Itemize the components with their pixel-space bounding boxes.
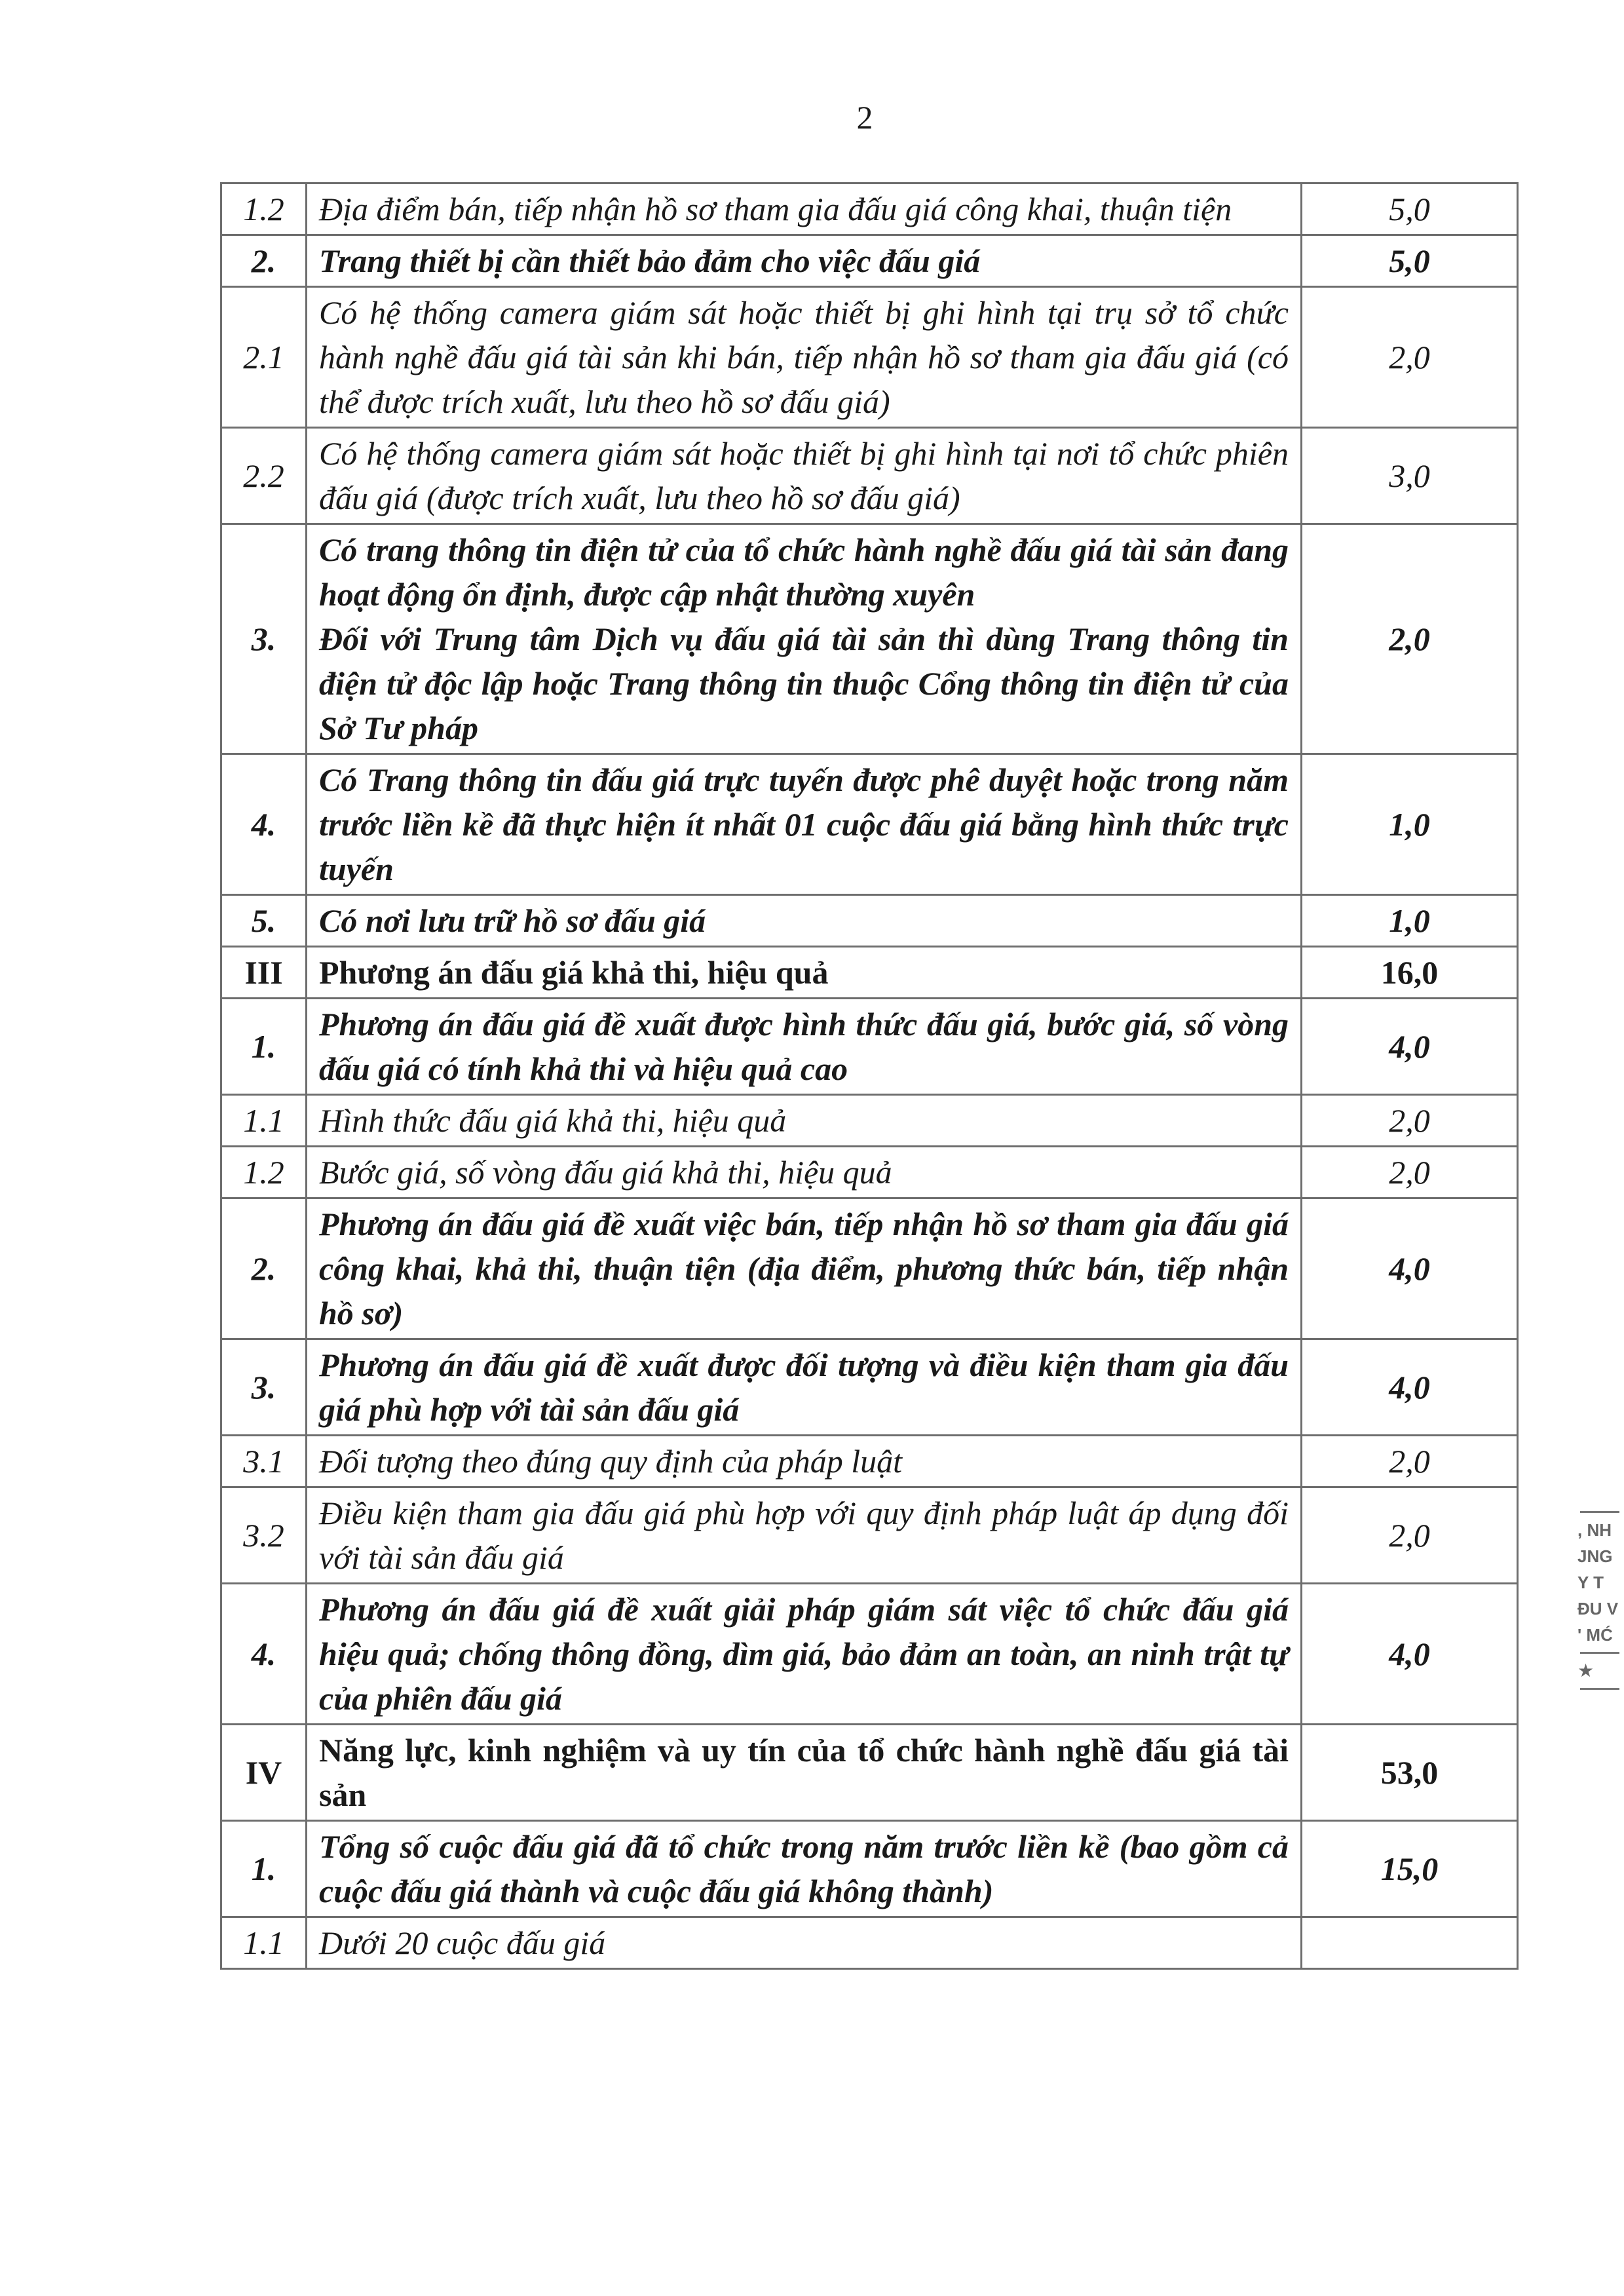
- criterion-text: Phương án đấu giá đề xuất giải pháp giám sát việc tổ chức đấu giá hiệu quả; chống thông đồng, dìm giá, bảo đảm an toàn, an ninh trật tự của phiên đấu giá: [319, 1591, 1289, 1717]
- score-cell: 1,0: [1302, 895, 1518, 947]
- criterion-cell: [307, 428, 1302, 524]
- criterion-text: Phương án đấu giá đề xuất được hình thức đấu giá, bước giá, số vòng đấu giá có tính khả thi và hiệu quả cao: [319, 1006, 1289, 1087]
- item-number: 2.: [221, 1198, 307, 1339]
- criterion-text: Bước giá, số vòng đấu giá khả thi, hiệu quả: [319, 1154, 892, 1191]
- item-number: III: [221, 947, 307, 999]
- item-number: 1.: [221, 999, 307, 1095]
- criterion-cell: [307, 895, 1302, 947]
- stamp-text-line: Y T: [1577, 1573, 1604, 1592]
- table-row: [221, 1487, 1518, 1584]
- criterion-cell: [307, 183, 1302, 235]
- table-row: [221, 1095, 1518, 1147]
- table-row: [221, 1147, 1518, 1198]
- table-row: [221, 1198, 1518, 1339]
- item-number: 2.1: [221, 287, 307, 428]
- criterion-cell: [307, 947, 1302, 999]
- item-number: IV: [221, 1725, 307, 1821]
- criterion-text: Dưới 20 cuộc đấu giá: [319, 1924, 606, 1961]
- criterion-text: Hình thức đấu giá khả thi, hiệu quả: [319, 1102, 787, 1139]
- stamp-text-line: JNG: [1577, 1546, 1613, 1566]
- score-cell: 2,0: [1302, 1095, 1518, 1147]
- score-cell: 2,0: [1302, 524, 1518, 754]
- criterion-cell: [307, 1339, 1302, 1436]
- score-cell: 4,0: [1302, 1339, 1518, 1436]
- table-row: [221, 754, 1518, 895]
- item-number: 3.2: [221, 1487, 307, 1584]
- table-row: [221, 1584, 1518, 1725]
- item-number: 1.2: [221, 183, 307, 235]
- stamp-rule: [1580, 1511, 1619, 1513]
- item-number: 2.2: [221, 428, 307, 524]
- criterion-text: Tổng số cuộc đấu giá đã tổ chức trong năm trước liền kề (bao gồm cả cuộc đấu giá thành và cuộc đấu giá không thành): [319, 1828, 1289, 1909]
- criterion-text: Phương án đấu giá đề xuất việc bán, tiếp nhận hồ sơ tham gia đấu giá công khai, khả thi, thuận tiện (địa điểm, phương thức bán, tiếp nhận hồ sơ): [319, 1206, 1289, 1331]
- item-number: 1.: [221, 1821, 307, 1917]
- table-row: [221, 947, 1518, 999]
- table-row: [221, 524, 1518, 754]
- item-number: 2.: [221, 235, 307, 287]
- criterion-cell: [307, 999, 1302, 1095]
- table-row: [221, 1917, 1518, 1969]
- table-row: [221, 428, 1518, 524]
- table-row: [221, 1821, 1518, 1917]
- stamp-rule: [1580, 1688, 1619, 1690]
- table-row: [221, 287, 1518, 428]
- criterion-text: Trang thiết bị cần thiết bảo đảm cho việc đấu giá: [319, 242, 981, 279]
- table-body: [221, 183, 1518, 1969]
- item-number: 4.: [221, 1584, 307, 1725]
- score-cell: 2,0: [1302, 1436, 1518, 1487]
- criterion-text: Năng lực, kinh nghiệm và uy tín của tổ chức hành nghề đấu giá tài sản: [319, 1732, 1289, 1813]
- score-cell: 16,0: [1302, 947, 1518, 999]
- criterion-cell: [307, 1095, 1302, 1147]
- criterion-cell: [307, 1487, 1302, 1584]
- item-number: 3.: [221, 524, 307, 754]
- criterion-text: Có trang thông tin điện tử của tổ chức hành nghề đấu giá tài sản đang hoạt động ổn định, được cập nhật thường xuyên: [319, 531, 1289, 613]
- criterion-text-secondary: Đối với Trung tâm Dịch vụ đấu giá tài sản thì dùng Trang thông tin điện tử độc lập hoặc Trang thông tin thuộc Cổng thông tin điện tử của Sở Tư pháp: [319, 621, 1289, 746]
- table-row: [221, 1436, 1518, 1487]
- criterion-cell: [307, 1198, 1302, 1339]
- score-cell: 5,0: [1302, 183, 1518, 235]
- criterion-text: Phương án đấu giá khả thi, hiệu quả: [319, 954, 829, 991]
- criterion-cell: [307, 1917, 1302, 1969]
- item-number: 3.1: [221, 1436, 307, 1487]
- item-number: 4.: [221, 754, 307, 895]
- item-number: 1.2: [221, 1147, 307, 1198]
- criterion-cell: [307, 1584, 1302, 1725]
- criterion-cell: [307, 754, 1302, 895]
- criterion-cell: [307, 287, 1302, 428]
- criterion-text: Điều kiện tham gia đấu giá phù hợp với quy định pháp luật áp dụng đối với tài sản đấu giá: [319, 1495, 1289, 1576]
- criterion-cell: [307, 1725, 1302, 1821]
- table-row: [221, 999, 1518, 1095]
- item-number: 1.1: [221, 1917, 307, 1969]
- score-cell: 3,0: [1302, 428, 1518, 524]
- score-cell: 2,0: [1302, 1147, 1518, 1198]
- criterion-text: Có hệ thống camera giám sát hoặc thiết bị ghi hình tại trụ sở tổ chức hành nghề đấu giá tài sản khi bán, tiếp nhận hồ sơ tham gia đấu giá (có thể được trích xuất, lưu theo hồ sơ đấu giá): [319, 294, 1289, 420]
- criterion-cell: [307, 1147, 1302, 1198]
- criterion-text: Có nơi lưu trữ hồ sơ đấu giá: [319, 902, 706, 939]
- stamp-text-line: ' MĆ: [1577, 1625, 1613, 1645]
- score-cell: 1,0: [1302, 754, 1518, 895]
- stamp-rule: [1580, 1652, 1619, 1654]
- score-cell: 5,0: [1302, 235, 1518, 287]
- criterion-cell: [307, 235, 1302, 287]
- score-cell: 4,0: [1302, 1198, 1518, 1339]
- score-cell: 15,0: [1302, 1821, 1518, 1917]
- criterion-cell: [307, 1436, 1302, 1487]
- stamp-text-line: , NH: [1577, 1520, 1612, 1540]
- table-row: [221, 235, 1518, 287]
- table-row: [221, 183, 1518, 235]
- score-cell: 53,0: [1302, 1725, 1518, 1821]
- score-cell: [1302, 1917, 1518, 1969]
- score-cell: 2,0: [1302, 287, 1518, 428]
- table-row: [221, 1725, 1518, 1821]
- score-cell: 4,0: [1302, 1584, 1518, 1725]
- criterion-text: Phương án đấu giá đề xuất được đối tượng và điều kiện tham gia đấu giá phù hợp với tài sản đấu giá: [319, 1347, 1289, 1428]
- item-number: 5.: [221, 895, 307, 947]
- item-number: 3.: [221, 1339, 307, 1436]
- score-cell: 4,0: [1302, 999, 1518, 1095]
- scoring-criteria-table: [220, 182, 1519, 1970]
- item-number: 1.1: [221, 1095, 307, 1147]
- criterion-text: Đối tượng theo đúng quy định của pháp luật: [319, 1443, 902, 1480]
- star-icon: ★: [1577, 1660, 1595, 1681]
- table-row: [221, 1339, 1518, 1436]
- criterion-text: Có hệ thống camera giám sát hoặc thiết bị ghi hình tại nơi tổ chức phiên đấu giá (được trích xuất, lưu theo hồ sơ đấu giá): [319, 435, 1289, 516]
- stamp-fragment: [1577, 1507, 1624, 1756]
- score-cell: 2,0: [1302, 1487, 1518, 1584]
- criterion-cell: [307, 524, 1302, 754]
- criterion-text: Địa điểm bán, tiếp nhận hồ sơ tham gia đấu giá công khai, thuận tiện: [319, 191, 1232, 227]
- page-number: 2: [856, 99, 873, 136]
- criterion-cell: [307, 1821, 1302, 1917]
- stamp-text-line: ĐU V: [1577, 1599, 1619, 1618]
- table-row: [221, 895, 1518, 947]
- criterion-text: Có Trang thông tin đấu giá trực tuyến được phê duyệt hoặc trong năm trước liền kề đã thực hiện ít nhất 01 cuộc đấu giá bằng hình thức trực tuyến: [319, 761, 1289, 887]
